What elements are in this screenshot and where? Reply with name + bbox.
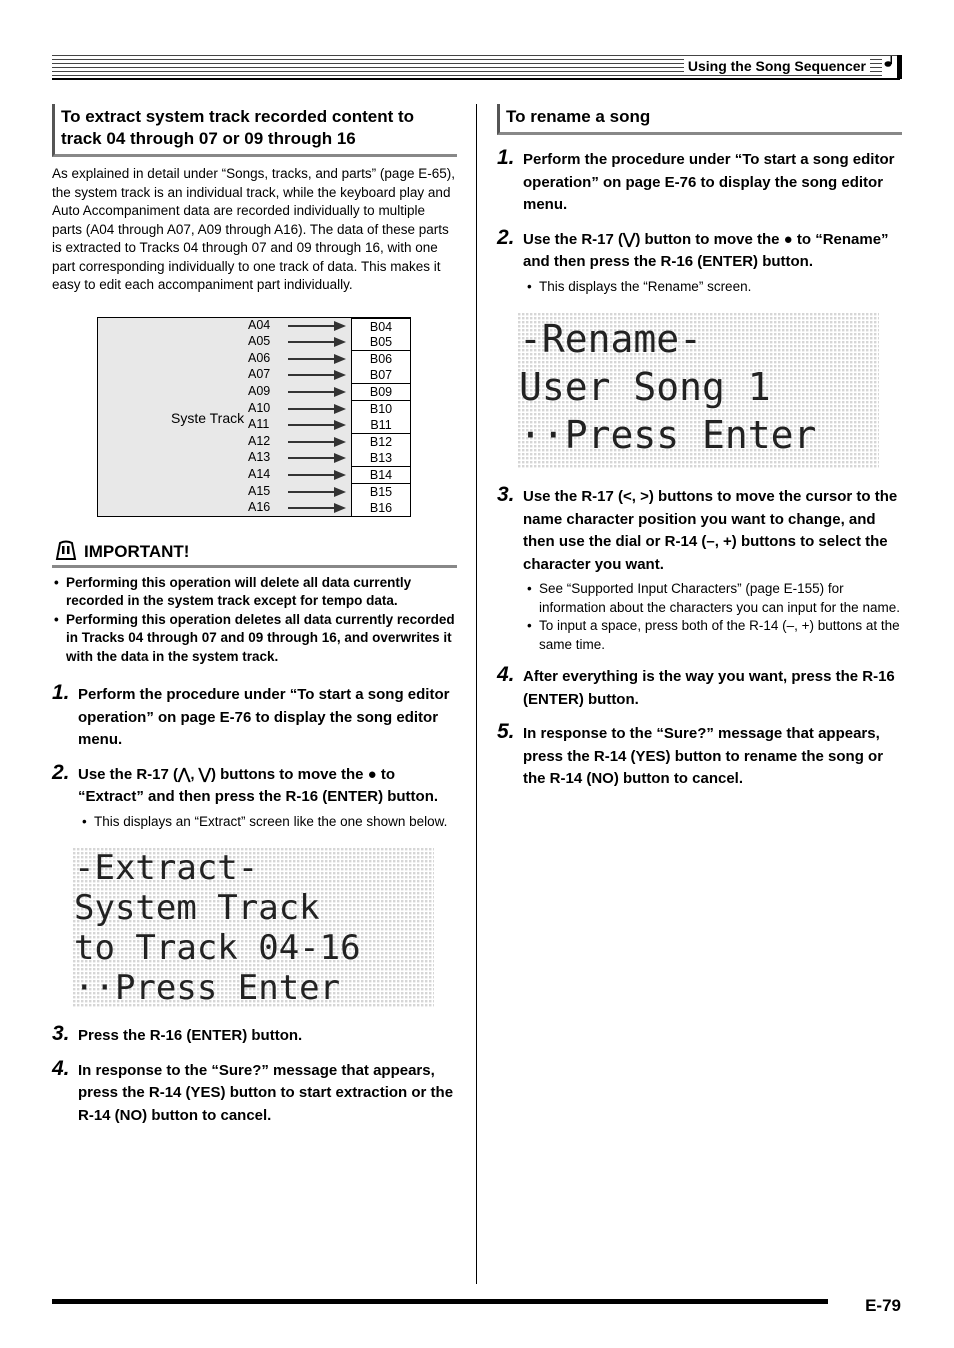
target-track: B16	[351, 500, 411, 517]
target-track: B10	[351, 401, 411, 418]
lcd-line: System Track	[74, 888, 320, 928]
header-bar	[897, 55, 902, 79]
right-column	[497, 104, 902, 791]
extract-step-3	[52, 1022, 457, 1048]
source-part: A15	[248, 483, 271, 498]
diagram-row	[98, 318, 410, 335]
step-text: After everything is the way you want, press the R-16 (ENTER) button.	[523, 668, 895, 708]
arrow-icon	[288, 470, 346, 480]
important-heading	[52, 539, 457, 568]
arrow-icon	[288, 487, 346, 497]
arrow-icon	[288, 437, 346, 447]
left-column	[52, 104, 457, 1127]
arrow-icon	[288, 404, 346, 414]
diagram-row	[98, 434, 410, 451]
source-part: A04	[248, 317, 271, 332]
step-text: Press the R-16 (ENTER) button.	[78, 1027, 303, 1044]
diagram-row	[98, 334, 410, 351]
source-part: A07	[248, 367, 271, 382]
step-number: 1.	[52, 681, 70, 704]
arrow-icon	[288, 387, 346, 397]
system-track-label: Syste Track	[171, 409, 245, 426]
rename-step-5	[497, 720, 902, 791]
source-part: A16	[248, 500, 271, 515]
diagram-row	[98, 384, 410, 401]
arrow-icon	[288, 420, 346, 430]
diagram-row	[98, 500, 410, 517]
step-text: In response to the “Sure?” message that appears, press the R-14 (YES) button to rename the song or the R-14 (NO) button to cancel.	[523, 725, 884, 787]
step-text: Perform the procedure under “To start a song editor operation” on page E-76 to display the song editor menu.	[78, 686, 450, 748]
lcd-line: User Song 1	[519, 365, 771, 409]
caution-icon	[54, 539, 78, 563]
diagram-row	[98, 450, 410, 467]
target-track: B06	[351, 351, 411, 368]
target-track: B04	[351, 318, 411, 336]
source-part: A05	[248, 334, 271, 349]
step-text: Use the R-17 (⋀, ⋁) buttons to move the ● to “Extract” and then press the R-16 (ENTER) button.	[78, 765, 439, 805]
target-track: B07	[351, 367, 411, 384]
step-number: 4.	[497, 663, 515, 686]
intro-paragraph: As explained in detail under “Songs, tracks, and parts” (page E-65), the system track is an individual track, while the keyboard play and Auto Accompaniment data are recorded individually to multiple parts (A04 through A07, A09 through A16). The data of these parts is extracted to Tracks 04 through 07 and 09 through 16, with one part corresponding individually to one track of data. This makes it easy to edit each accompaniment part individually.	[52, 166, 455, 292]
step-number: 1.	[497, 146, 515, 169]
lcd-line: -Extract-	[74, 848, 259, 888]
important-label: IMPORTANT!	[84, 541, 190, 561]
diagram-row	[98, 484, 410, 501]
important-item: • Performing this operation will delete all data currently recorded in the system track except for tempo data.	[52, 574, 457, 611]
system-track-box	[97, 317, 411, 517]
step-text: Use the R-17 (⋁) button to move the ● to “Rename” and then press the R-16 (ENTER) button.	[523, 230, 889, 270]
source-part: A06	[248, 350, 271, 365]
lcd-line: ··Press Enter	[74, 968, 341, 1007]
arrow-icon	[288, 321, 346, 331]
source-part: A11	[248, 417, 270, 432]
source-part: A09	[248, 383, 271, 398]
lcd-line: to Track 04-16	[74, 928, 361, 968]
step-number: 2.	[52, 760, 70, 784]
diagram-row	[98, 417, 410, 434]
extract-diagram	[52, 309, 457, 519]
step-note: • This displays an “Extract” screen like the one shown below.	[80, 813, 457, 832]
step-note: • This displays the “Rename” screen.	[525, 278, 902, 297]
extract-step-2	[52, 760, 457, 832]
arrow-icon	[288, 354, 346, 364]
step-number: 3.	[497, 483, 515, 506]
source-part: A12	[248, 433, 271, 448]
header-title: Using the Song Sequencer	[684, 58, 870, 74]
extract-lcd-screen	[72, 847, 434, 1007]
arrow-icon	[288, 453, 346, 463]
footer-rule	[52, 1299, 828, 1304]
section-title-rename: To rename a song	[497, 104, 902, 135]
arrow-icon	[288, 337, 346, 347]
step-text: In response to the “Sure?” message that appears, press the R-14 (YES) button to start extraction or the R-14 (NO) button to cancel.	[78, 1061, 454, 1124]
rename-step-2	[497, 225, 902, 297]
target-track: B13	[351, 450, 411, 467]
rename-lcd-screen	[517, 312, 879, 468]
arrow-icon	[288, 503, 346, 513]
lcd-line: -Rename-	[519, 317, 703, 361]
step-text: Perform the procedure under “To start a song editor operation” on page E-76 to display the song editor menu.	[523, 151, 895, 213]
page-number: E-79	[865, 1296, 901, 1315]
rename-step-4	[497, 663, 902, 711]
target-track: B15	[351, 484, 411, 501]
important-list	[52, 574, 457, 667]
source-part: A14	[248, 466, 271, 481]
step-number: 5.	[497, 720, 515, 743]
step-note: • To input a space, press both of the R-14 (–, +) buttons at the same time.	[525, 617, 902, 654]
source-part: A13	[248, 450, 271, 465]
target-track: B09	[351, 384, 411, 401]
section-title-extract: To extract system track recorded content to track 04 through 07 or 09 through 16	[52, 104, 457, 157]
arrow-icon	[288, 370, 346, 380]
target-track: B05	[351, 334, 411, 351]
step-text: Use the R-17 (<, >) buttons to move the cursor to the name character position you want to change, and then use the dial or R-14 (–, +) buttons to select the character you want.	[523, 488, 898, 573]
extract-step-4	[52, 1056, 457, 1128]
step-number: 4.	[52, 1056, 70, 1080]
diagram-row	[98, 351, 410, 368]
step-number: 3.	[52, 1022, 70, 1045]
source-part: A10	[248, 400, 271, 415]
target-track: B14	[351, 467, 411, 484]
lcd-line: ··Press Enter	[519, 413, 817, 457]
important-item: • Performing this operation deletes all data currently recorded in Tracks 04 through 07 and 09 through 16, and overwrites it with the data in the system track.	[52, 611, 457, 667]
step-note: • See “Supported Input Characters” (page E-155) for information about the characters you can input for the name.	[525, 580, 902, 617]
step-number: 2.	[497, 225, 515, 249]
extract-step-1	[52, 681, 457, 752]
rename-step-3	[497, 483, 902, 654]
target-track: B12	[351, 434, 411, 451]
diagram-row	[98, 467, 410, 484]
target-track: B11	[351, 417, 411, 434]
column-divider	[476, 104, 477, 1284]
diagram-row	[98, 401, 410, 418]
diagram-row	[98, 367, 410, 384]
rename-step-1	[497, 146, 902, 217]
